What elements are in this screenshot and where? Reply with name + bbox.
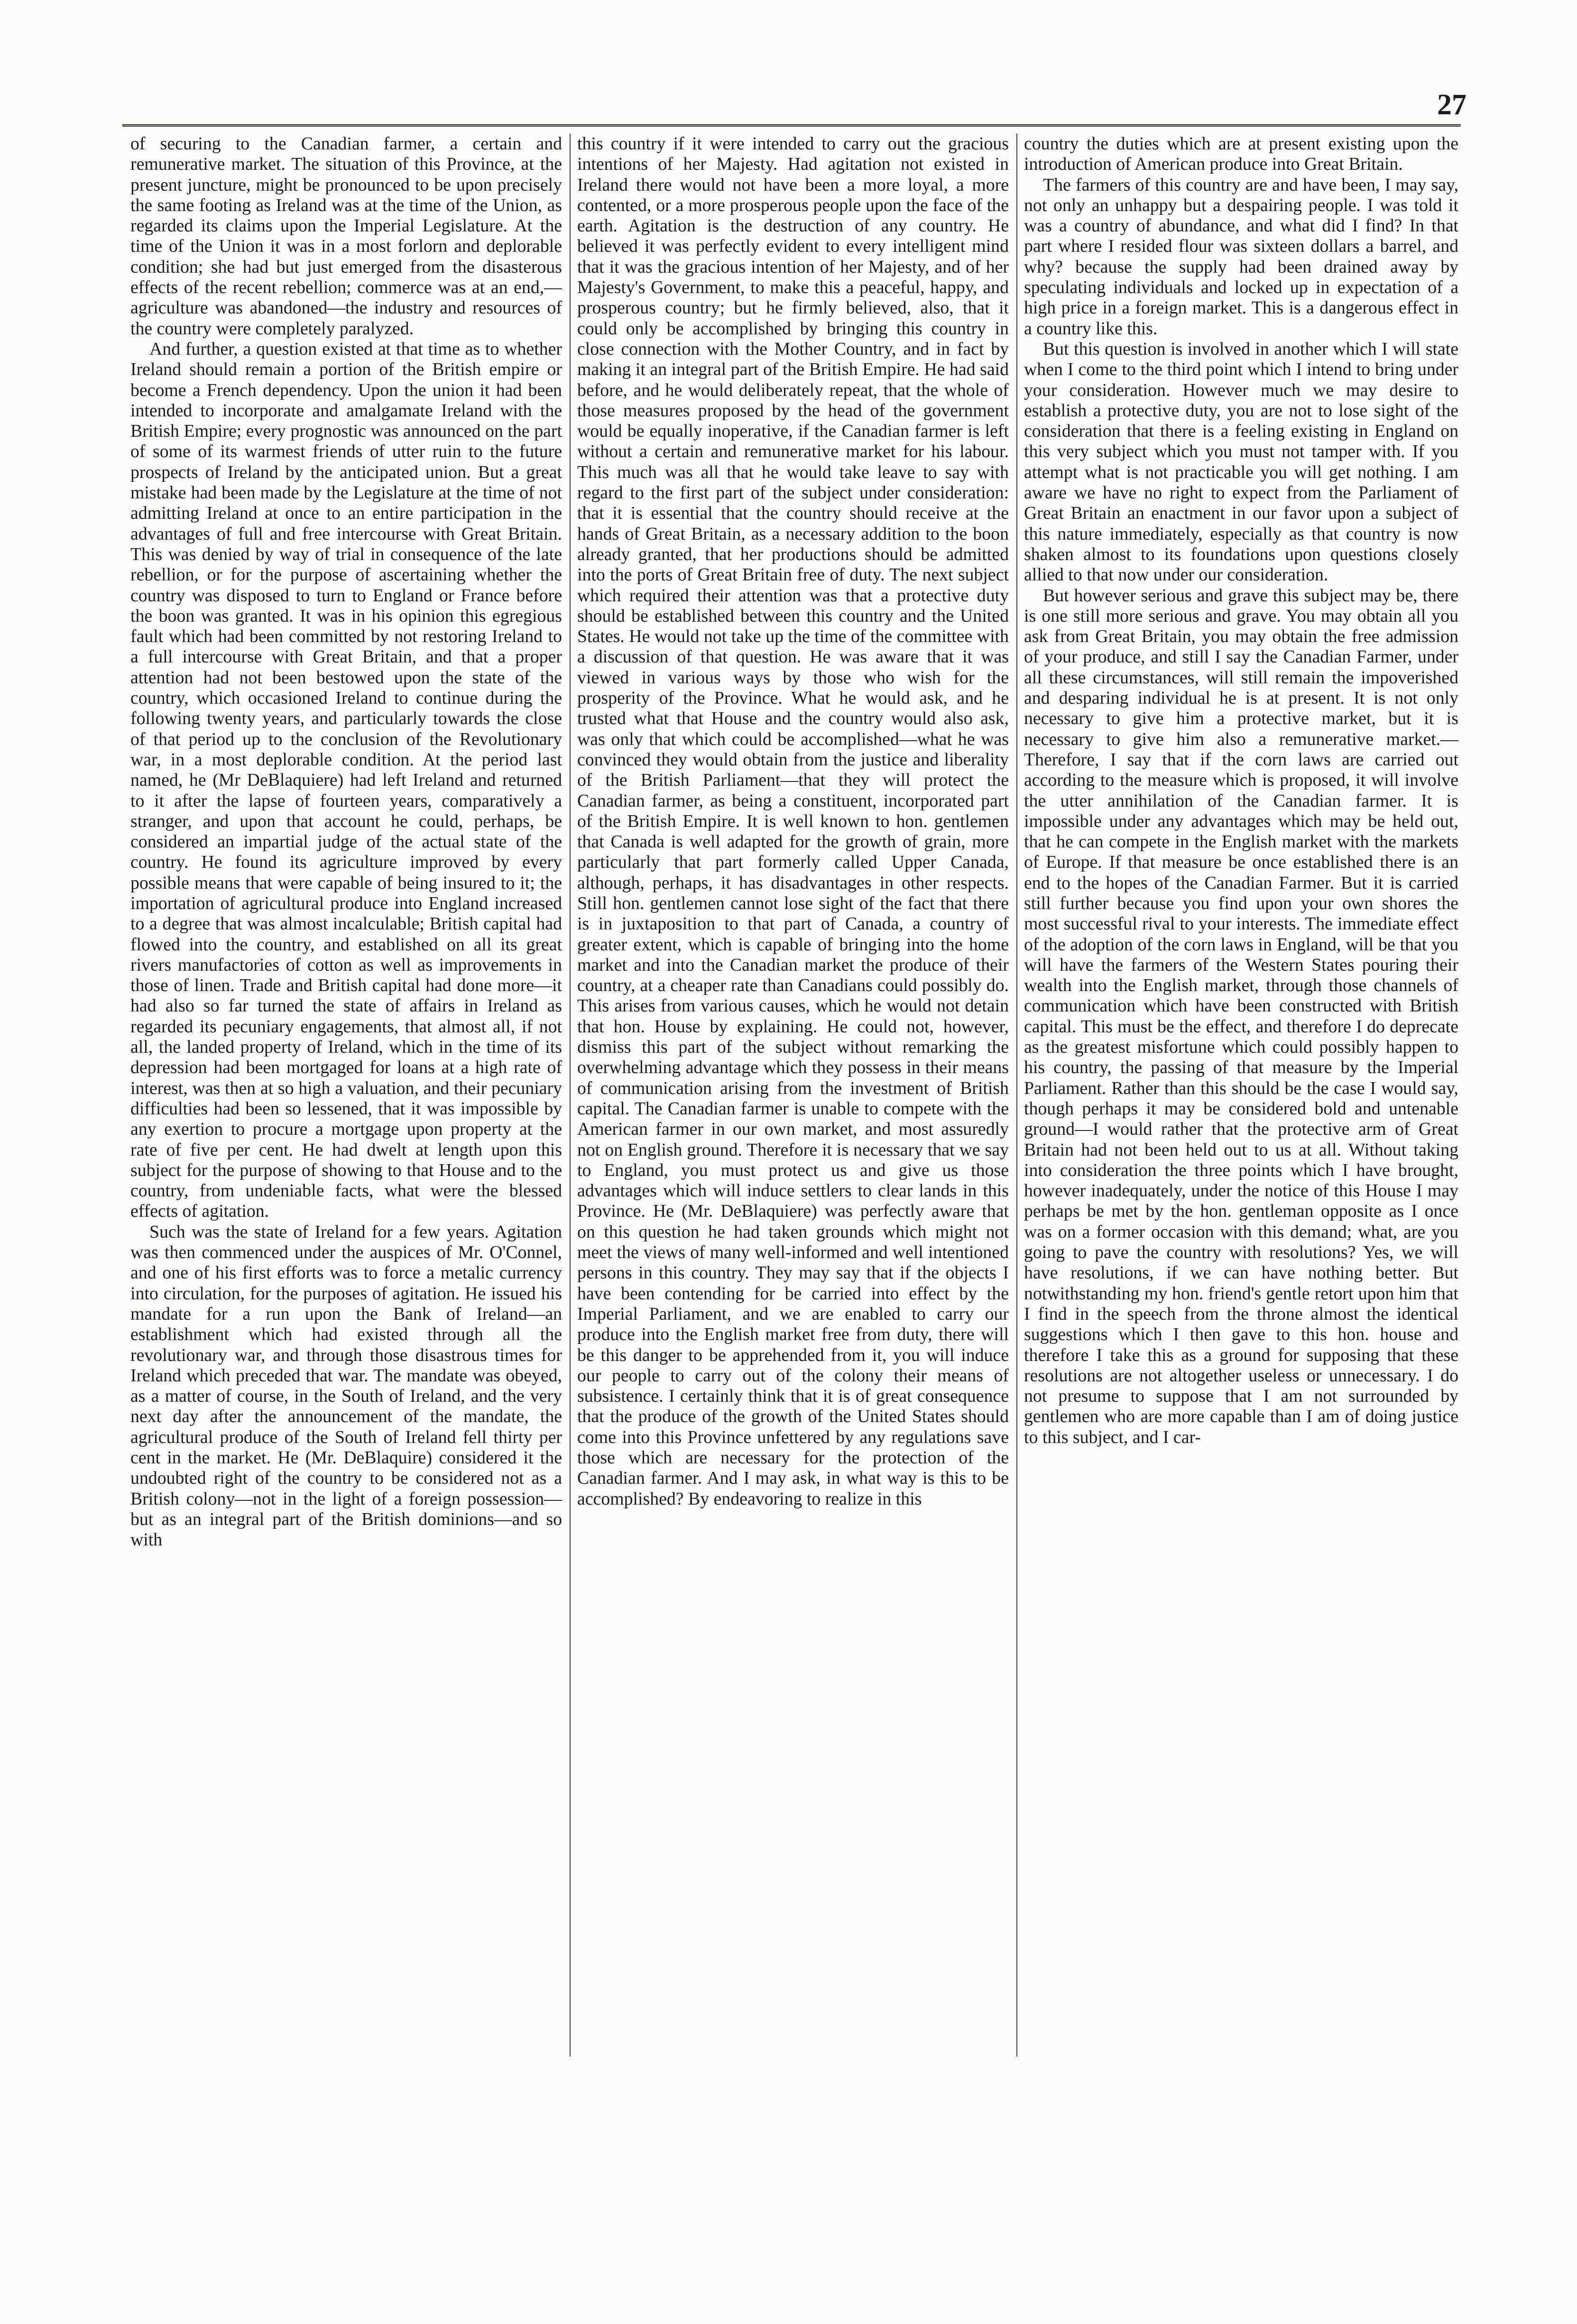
paragraph: But however serious and grave this subject may be, there is one still more serious and grave. You may obtain all you ask from Great Britain, you may obtain the free admission of your produce, and still I say the Canadian Farmer, under all these circumstances, will still remain the impoverished and desparing individual he is at present. It is not only necessary to give him a protective market, but it is necessary to give him also a remunerative market.—Therefore, I say that if the corn laws are carried out according to the measure which is proposed, it will involve the utter annihilation of the Canadian farmer. It is impossible under any advantages which may be held out, that he can compete in the English market with the markets of Europe. If that measure be once established there is an end to the hopes of the Canadian Farmer. But it is carried still further because you find upon your own shores the most successful rival to your interests. The immediate effect of the adoption of the corn laws in England, will be that you will have the farmers of the Western States pouring their wealth into the English market, through those channels of communication which have been constructed with British capital. This must be the effect, and therefore I do deprecate as the greatest misfortune which could possibly happen to his country, the passing of that measure by the Imperial Parliament. Rather than this should be the case I would say, though perhaps it may be considered bold and untenable ground—I would rather that the protective arm of Great Britain had not been held out to us at all. Without taking into consideration the three points which I have brought, however inadequately, under the notice of this House I may perhaps be met by the hon. gentleman opposite as I once was on a former occasion with this demand; what, are you going to pave the country with resolutions? Yes, we will have resolutions, if we can have nothing better. But notwithstanding my hon. friend's gentle retort upon him that I find in the speech from the throne almost the identical suggestions which I then gave to this hon. house and therefore I take this as a ground for supposing that these resolutions are not altogether useless or unnecessary. I do not presume to suppose that I am not surrounded by gentlemen who are more capable than I am of doing justice to this subject, and I car- — [1024, 585, 1458, 1447]
paragraph: But this question is involved in another which I will state when I come to the third point which I intend to bring under your consideration. However much we may desire to establish a protective duty, you are not to lose sight of the consideration that there is a feeling existing in England on this very subject which you must not tamper with. If you attempt what is not practicable you will get nothing. I am aware we have no right to expect from the Parliament of Great Britain an enactment in our favor upon a subject of this nature immediately, especially as that country is now shaken almost to its foundations upon questions closely allied to that now under our consideration. — [1024, 339, 1458, 585]
header-rule — [122, 124, 1461, 127]
paragraph: The farmers of this country are and have been, I may say, not only an unhappy but a despairing people. I was told it was a country of abundance, and what did I find? In that part where I resided flour was sixteen dollars a barrel, and why? because the supply had been drained away by speculating individuals and locked up in expectation of a high price in a foreign market. This is a dangerous effect in a country like this. — [1024, 175, 1458, 339]
column-3 — [1024, 134, 1458, 2057]
paragraph: this country if it were intended to carry out the gracious intentions of her Majesty. Had agitation not existed in Ireland there would not have been a more loyal, a more contented, or a more prosperous people upon the face of the earth. Agitation is the destruction of any country. He believed it was perfectly evident to every intelligent mind that it was the gracious intention of her Majesty, and of her Majesty's Government, to make this a peaceful, happy, and prosperous country; but he firmly believed, also, that it could only be accomplished by bringing this country in close connection with the Mother Country, and in fact by making it an integral part of the British Empire. He had said before, and he would deliberately repeat, that the whole of those measures proposed by the head of the government would be equally inoperative, if the Canadian farmer is left without a certain and remunerative market for his labour. This much was all that he would take leave to say with regard to the first part of the subject under consideration: that it is essential that the country should receive at the hands of Great Britain, as a necessary addition to the boon already granted, that her productions should be admitted into the ports of Great Britain free of duty. The next subject which required their attention was that a protective duty should be established between this country and the United States. He would not take up the time of the committee with a discussion of that question. He was aware that it was viewed in various ways by those who wish for the prosperity of the Province. What he would ask, and he trusted what that House and the country would also ask, was only that which could be accomplished—what he was convinced they would obtain from the justice and liberality of the British Parliament—that they will protect the Canadian farmer, as being a constituent, incorporated part of the British Empire. It is well known to hon. gentlemen that Canada is well adapted for the growth of grain, more particularly that part formerly called Upper Canada, although, perhaps, it has disadvantages in other respects. Still hon. gentlemen cannot lose sight of the fact that there is in juxtaposition to that part of Canada, a country of greater extent, which is capable of bringing into the home market and into the Canadian market the produce of their country, at a cheaper rate than Canadians could possibly do. This arises from various causes, which he would not detain that hon. House by explaining. He could not, however, dismiss this part of the subject without remarking the overwhelming advantage which they possess in their means of communication arising from the investment of British capital. The Canadian farmer is unable to compete with the American farmer in our own market, and most assuredly not on English ground. Therefore it is necessary that we say to England, you must protect us and give us those advantages which will induce settlers to clear lands in this Province. He (Mr. DeBlaquiere) was perfectly aware that on this question he had taken grounds which might not meet the views of many well-informed and well intentioned persons in this country. They may say that if the objects I have been contending for be carried into effect by the Imperial Parliament, and we are enabled to carry our produce into the English market free from duty, there will be this danger to be apprehended from it, you will induce our people to carry out of the colony their means of subsistence. I certainly think that it is of great consequence that the produce of the growth of the United States should come into this Province unfettered by any regulations save those which are necessary for the protection of the Canadian farmer. And I may ask, in what way is this to be accomplished? By endeavoring to realize in this — [577, 134, 1009, 1509]
column-divider — [570, 134, 571, 2057]
page-number: 27 — [1437, 89, 1466, 121]
paragraph: of securing to the Canadian farmer, a certain and remunerative market. The situation of this Province, at the present juncture, might be pronounced to be upon precisely the same footing as Ireland was at the time of the Union, as regarded its claims upon the Imperial Legislature. At the time of the Union it was in a most forlorn and deplorable condition; she had but just emerged from the disasterous effects of the recent rebellion; commerce was at an end,—agriculture was abandoned—the industry and resources of the country were completely paralyzed. — [130, 134, 562, 339]
text-columns — [130, 134, 1458, 2057]
paragraph: Such was the state of Ireland for a few years. Agitation was then commenced under the auspices of Mr. O'Connel, and one of his first efforts was to force a metalic currency into circulation, for the purposes of agitation. He issued his mandate for a run upon the Bank of Ireland—an establishment which had existed through all the revolutionary war, and through those disastrous times for Ireland which preceded that war. The mandate was obeyed, as a matter of course, in the South of Ireland, and the very next day after the announcement of the mandate, the agricultural produce of the South of Ireland fell thirty per cent in the market. He (Mr. DeBlaquire) considered it the undoubted right of the country to be considered not as a British colony—not in the light of a foreign possession—but as an integral part of the British dominions—and so with — [130, 1222, 562, 1550]
column-2 — [577, 134, 1009, 2057]
column-divider — [1016, 134, 1017, 2057]
paragraph: country the duties which are at present existing upon the introduction of American produce into Great Britain. — [1024, 134, 1458, 175]
column-1 — [130, 134, 562, 2057]
paragraph: And further, a question existed at that time as to whether Ireland should remain a portion of the British empire or become a French dependency. Upon the union it had been intended to incorporate and amalgamate Ireland with the British Empire; every prognostic was announced on the part of some of its warmest friends of utter ruin to the future prospects of Ireland by the anticipated union. But a great mistake had been made by the Legislature at the time of not admitting Ireland at once to an entire participation in the advantages of full and free intercourse with Great Britain. This was denied by way of trial in consequence of the late rebellion, or for the purpose of ascertaining whether the country was disposed to turn to England or France before the boon was granted. It was in his opinion this egregious fault which had been committed by not restoring Ireland to a full intercourse with Great Britain, and that a proper attention had not been bestowed upon the state of the country, which occasioned Ireland to continue during the following twenty years, and particularly towards the close of that period up to the conclusion of the Revolutionary war, in a most deplorable condition. At the period last named, he (Mr DeBlaquiere) had left Ireland and returned to it after the lapse of fourteen years, comparatively a stranger, and upon that account he could, perhaps, be considered an impartial judge of the actual state of the country. He found its agriculture improved by every possible means that were capable of being insured to it; the importation of agricultural produce into England increased to a degree that was almost incalculable; British capital had flowed into the country, and established on all its great rivers manufactories of cotton as well as improvements in those of linen. Trade and British capital had done more—it had also so far turned the state of affairs in Ireland as regarded its pecuniary engagements, that almost all, if not all, the landed property of Ireland, which in the time of its depression had been mortgaged for loans at a high rate of interest, was then at so high a valuation, and their pecuniary difficulties had been so lessened, that it was impossible by any exertion to procure a mortgage upon property at the rate of five per cent. He had dwelt at length upon this subject for the purpose of showing to that House and to the country, from undeniable facts, what were the blessed effects of agitation. — [130, 339, 562, 1222]
